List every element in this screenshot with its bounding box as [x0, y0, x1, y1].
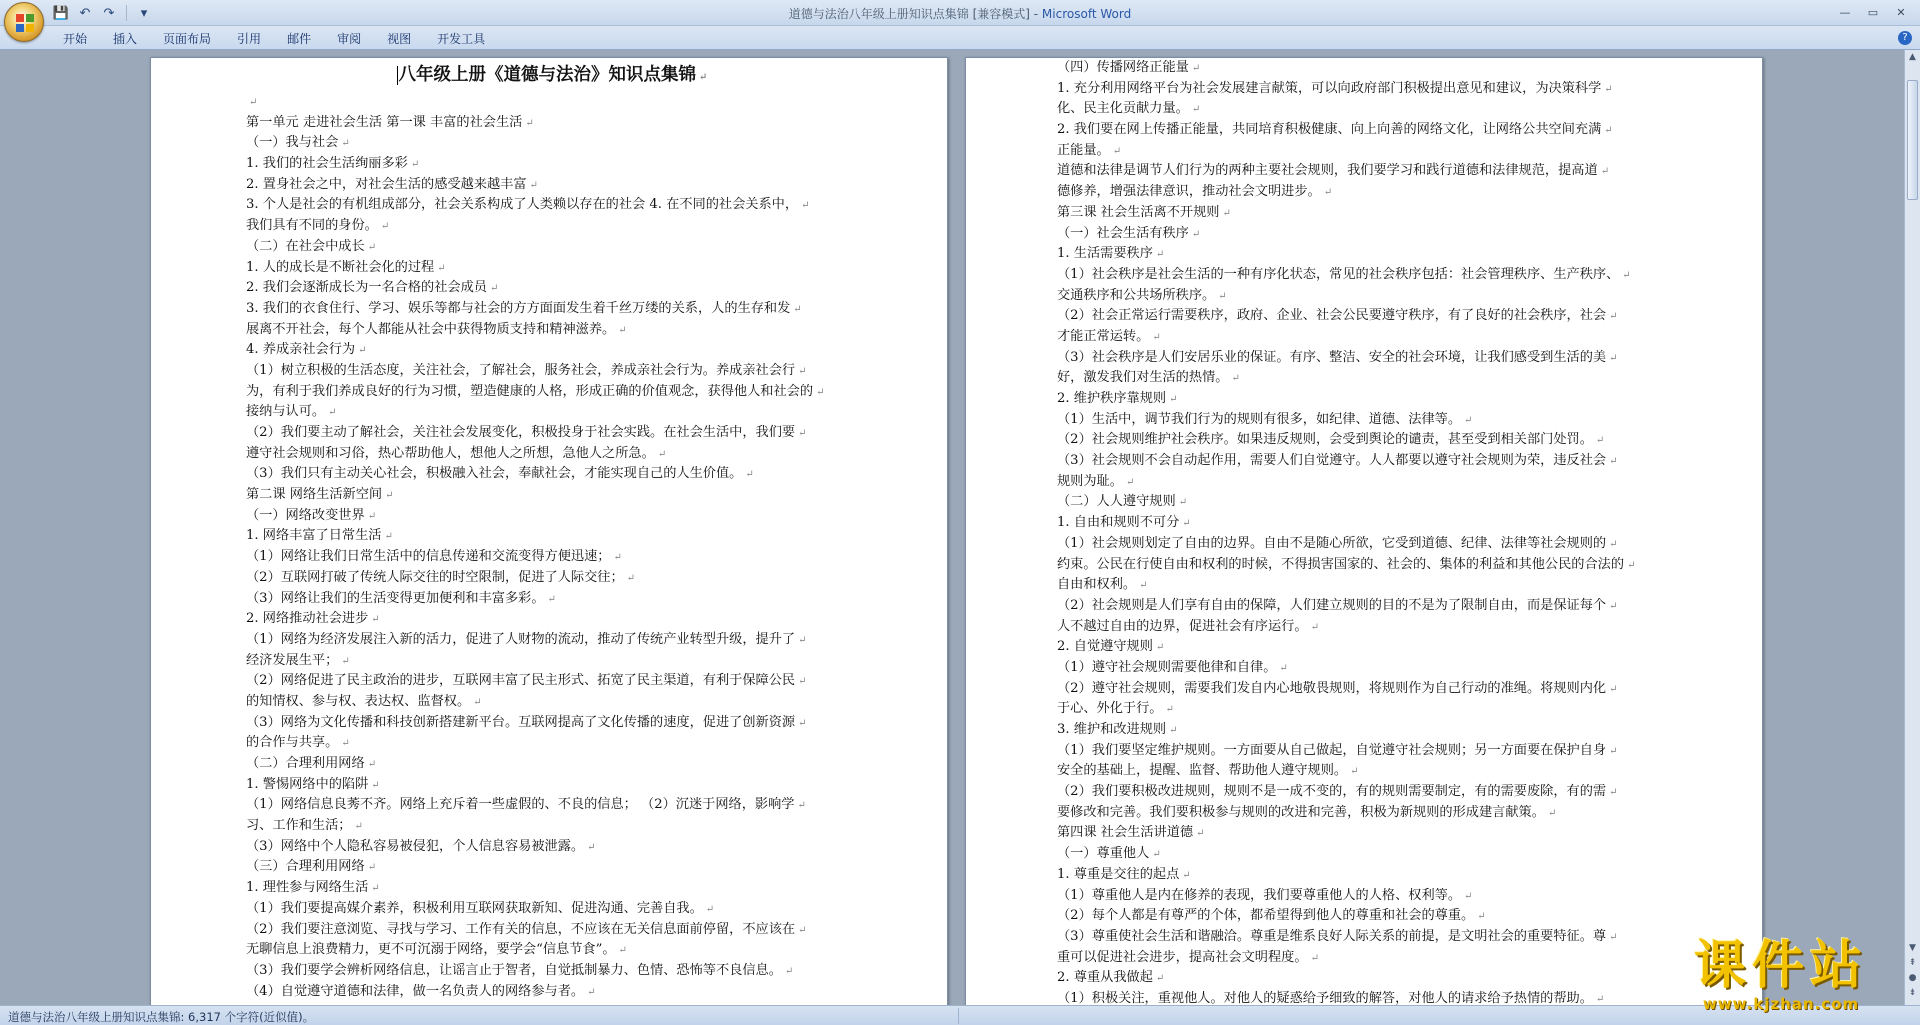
paragraph-mark-icon: ↵: [1279, 662, 1288, 674]
watermark: [1666, 937, 1896, 1013]
text-line: 道德和法律是调节人们行为的两种主要社会规则，我们要学习和践行道德和法律规范，提高道 ↵: [1057, 163, 1610, 179]
paragraph-mark-icon: ↵: [798, 365, 807, 377]
text-line: 的合作与共享。 ↵: [246, 735, 350, 751]
text-line: （1）生活中，调节我们行为的规则有很多，如纪律、道德、法律等。 ↵: [1057, 411, 1473, 427]
paragraph-mark-icon: ↵: [384, 531, 393, 543]
office-button[interactable]: [4, 2, 44, 42]
text-line: （3）我们要学会辨析网络信息，让谣言止于智者，自觉抵制暴力、色情、恐怖等不良信息。 ↵: [246, 962, 794, 978]
paragraph-mark-icon: ↵: [1595, 435, 1605, 447]
paragraph-mark-icon: ↵: [801, 200, 810, 212]
watermark-url: www.kjzhan.com: [1702, 995, 1860, 1013]
text-line: （1）社会规则划定了自由的边界。自由不是随心所欲，它受到道德、纪律、法律等社会规则的 ↵: [1057, 535, 1618, 551]
page-right-content: [1057, 58, 1669, 1005]
paragraph-mark-icon: ↵: [367, 862, 377, 874]
paragraph-mark-icon: ↵: [473, 696, 482, 708]
status-separator: [958, 1008, 959, 1024]
text-line: （4）自觉遵守道德和法律，做一名负责人的网络参与者。 ↵: [246, 983, 596, 999]
text-line: （1）我们要坚定维护规则。一方面要从自己做起，自觉遵守社会规则；另一方面要在保护自身 ↵: [1057, 742, 1618, 758]
text-line: 于心、外化于行。 ↵: [1057, 701, 1174, 717]
text-line: 3. 我们的衣食住行、学习、娱乐等都与社会的方方面面发生着千丝万缕的关系，人的生存和发 ↵: [246, 300, 802, 316]
help-icon[interactable]: ?: [1898, 31, 1912, 45]
document-page-left[interactable]: [150, 57, 948, 1005]
paragraph-mark-icon: ↵: [1464, 890, 1473, 902]
paragraph-mark-icon: ↵: [798, 924, 807, 936]
paragraph-mark-icon: ↵: [1609, 931, 1618, 943]
next-page-icon[interactable]: ⇟: [1908, 988, 1917, 998]
paragraph-mark-icon: ↵: [705, 903, 715, 915]
paragraph-mark-icon: ↵: [587, 841, 596, 853]
paragraph-mark-icon: ↵: [618, 324, 627, 336]
document-area: [0, 50, 1920, 1005]
text-line: 2. 网络推动社会进步 ↵: [246, 611, 380, 627]
text-line: （2）我们要注意浏览、寻找与学习、工作有关的信息，不应该在无关信息面前停留，不应该在 ↵: [246, 921, 807, 937]
tab-review[interactable]: 审阅: [337, 32, 362, 46]
paragraph-mark-icon: ↵: [354, 821, 363, 833]
paragraph-mark-icon: ↵: [437, 262, 446, 274]
page-left-content: [246, 58, 858, 1002]
window-title: [0, 5, 1920, 22]
paragraph-mark-icon: ↵: [1139, 580, 1148, 592]
paragraph-mark-icon: ↵: [1218, 290, 1227, 302]
scroll-down-icon[interactable]: ▼: [1909, 943, 1916, 953]
text-cursor: [397, 66, 398, 85]
paragraph-mark-icon: ↵: [1609, 456, 1618, 468]
paragraph-mark-icon: ↵: [1627, 559, 1636, 571]
paragraph-mark-icon: ↵: [1310, 952, 1319, 964]
text-line: （3）网络中个人隐私容易被侵犯，个人信息容易被泄露。 ↵: [246, 838, 596, 854]
tab-references[interactable]: 引用: [237, 32, 262, 46]
paragraph-mark-icon: ↵: [529, 179, 538, 191]
tab-home[interactable]: 开始: [63, 32, 88, 46]
paragraph-mark-icon: ↵: [1191, 104, 1201, 116]
text-line: （1）积极关注，重视他人。对他人的疑惑给予细致的解答，对他人的请求给予热情的帮助。 ↵: [1057, 990, 1605, 1005]
window-controls: [1832, 3, 1914, 21]
text-line: 交通秩序和公共场所秩序。 ↵: [1057, 287, 1227, 303]
text-line: 第二课 网络生活新空间 ↵: [246, 487, 394, 503]
paragraph-mark-icon: ↵: [745, 469, 754, 481]
paragraph-mark-icon: ↵: [1165, 704, 1174, 716]
paragraph-mark-icon: ↵: [341, 738, 350, 750]
document-page-right[interactable]: [965, 57, 1763, 1005]
paragraph-mark-icon: ↵: [525, 117, 534, 129]
paragraph-mark-icon: ↵: [341, 138, 350, 150]
paragraph-mark-icon: ↵: [367, 241, 377, 253]
text-line: 1. 生活需要秩序 ↵: [1057, 246, 1165, 262]
text-line: 4. 养成亲社会行为 ↵: [246, 342, 367, 358]
text-line: 我们具有不同的身份。 ↵: [246, 218, 390, 234]
tab-developer[interactable]: 开发工具: [437, 32, 486, 46]
text-line: （1）树立积极的生活态度，关注社会，了解社会，服务社会，养成亲社会行为。养成亲社会行 ↵: [246, 362, 807, 378]
app-name: Microsoft Word: [1041, 7, 1132, 21]
text-line: 2. 置身社会之中，对社会生活的感受越来越丰富 ↵: [246, 176, 538, 192]
text-line: （2）每个人都是有尊严的个体，都希望得到他人的尊重和社会的尊重。 ↵: [1057, 908, 1486, 924]
text-line: （1）我们要提高媒介素养，积极利用互联网获取新知、促进沟通、完善自我。 ↵: [246, 900, 715, 916]
paragraph-mark-icon: ↵: [371, 883, 380, 895]
paragraph-mark-icon: ↵: [1604, 125, 1613, 137]
paragraph-mark-icon: ↵: [358, 345, 367, 357]
paragraph-mark-icon: ↵: [371, 779, 380, 791]
prev-page-icon[interactable]: ⇞: [1908, 958, 1917, 968]
status-bar: [0, 1005, 1920, 1025]
scroll-thumb[interactable]: [1907, 80, 1918, 200]
tab-mailings[interactable]: 邮件: [287, 32, 312, 46]
paragraph-mark-icon: ↵: [1191, 63, 1201, 74]
text-line: 正能量。 ↵: [1057, 142, 1122, 158]
paragraph-mark-icon: ↵: [1622, 269, 1631, 281]
paragraph-mark-icon: ↵: [798, 717, 807, 729]
text-line: （二）人人遵守规则 ↵: [1057, 494, 1188, 510]
paragraph-mark-icon: ↵: [489, 283, 499, 295]
text-line: 2. 尊重从我做起 ↵: [1057, 970, 1165, 986]
paragraph-mark-icon: ↵: [1125, 476, 1135, 488]
text-line: （二）在社会中成长 ↵: [246, 238, 377, 254]
text-line: （一）社会生活有秩序 ↵: [1057, 225, 1201, 241]
text-line: 安全的基础上，提醒、监督、帮助他人遵守规则。 ↵: [1057, 763, 1359, 779]
tab-view[interactable]: 视图: [387, 32, 412, 46]
text-line: 德修养，增强法律意识，推动社会文明进步。 ↵: [1057, 184, 1333, 200]
text-line: （2）社会规则是人们享有自由的保障，人们建立规则的目的不是为了限制自由，而是保证每个 ↵: [1057, 597, 1618, 613]
paragraph-mark-icon: ↵: [1191, 228, 1201, 240]
text-line: 好，激发我们对生活的热情。 ↵: [1057, 370, 1240, 386]
paragraph-mark-icon: ↵: [618, 945, 627, 957]
paragraph-mark-icon: ↵: [1196, 828, 1205, 840]
text-line: 自由和权利。 ↵: [1057, 577, 1148, 593]
text-line: （1）网络让我们日常生活中的信息传递和交流变得方便迅速； ↵: [246, 549, 622, 565]
paragraph-mark-icon: ↵: [1609, 311, 1618, 323]
text-line: 才能正常运转。 ↵: [1057, 328, 1161, 344]
text-line: 第一单元 走进社会生活 第一课 丰富的社会生活 ↵: [246, 114, 534, 130]
paragraph-mark-icon: ↵: [657, 448, 667, 460]
text-line: 2. 自觉遵守规则 ↵: [1057, 639, 1165, 655]
paragraph-mark-icon: ↵: [1112, 145, 1122, 157]
text-line: 1. 人的成长是不断社会化的过程 ↵: [246, 259, 446, 275]
watermark-logo: 课件站: [1693, 936, 1868, 996]
text-line: 2. 我们要在网上传播正能量，共同培育积极健康、向上向善的网络文化，让网络公共空间充满 ↵: [1057, 122, 1613, 138]
text-line: 1. 尊重是交往的起点 ↵: [1057, 866, 1191, 882]
text-line: 1. 网络丰富了日常生活 ↵: [246, 528, 393, 544]
text-line: （3）网络为文化传播和科技创新搭建新平台。互联网提高了文化传播的速度，促进了创新资源 ↵: [246, 714, 807, 730]
text-line: 1. 充分利用网络平台为社会发展建言献策，可以向政府部门积极提出意见和建议，为决策科学 ↵: [1057, 80, 1613, 96]
save-icon[interactable]: 💾: [52, 5, 70, 21]
text-line: （三）合理利用网络 ↵: [246, 859, 377, 875]
paragraph-mark-icon: ↵: [1169, 725, 1178, 736]
text-line: （1）尊重他人是内在修养的表现，我们要尊重他人的人格、权利等。 ↵: [1057, 887, 1473, 903]
paragraph-mark-icon: ↵: [798, 634, 807, 646]
paragraph-mark-icon: ↵: [816, 386, 825, 398]
paragraph-mark-icon: ↵: [1182, 518, 1191, 530]
text-line: 为，有利于我们养成良好的行为习惯，塑造健康的人格，形成正确的价值观念，获得他人和社会的 ↵: [246, 383, 825, 399]
text-line: 1. 理性参与网络生活 ↵: [246, 880, 380, 896]
text-line: 无聊信息上浪费精力，更不可沉溺于网络，要学会“信息节食”。 ↵: [246, 942, 627, 958]
paragraph-mark-icon: ↵: [1604, 83, 1613, 95]
close-icon[interactable]: ✕: [1896, 5, 1906, 19]
text-line: （2）社会规则维护社会秩序。如果违反规则，会受到舆论的谴责，甚至受到相关部门处罚。 ↵: [1057, 432, 1605, 448]
paragraph-mark-icon: ↵: [784, 965, 794, 977]
paragraph-mark-icon: ↵: [1222, 207, 1231, 219]
paragraph-mark-icon: ↵: [1323, 187, 1333, 199]
text-line: 要修改和完善。我们要积极参与规则的改进和完善，积极为新规则的形成建言献策。 ↵: [1057, 804, 1557, 820]
text-line: （一）网络改变世界 ↵: [246, 507, 377, 523]
text-line: （3）社会规则不会自动起作用，需要人们自觉遵守。人人都要以遵守社会规则为荣，违反社会 ↵: [1057, 453, 1618, 469]
paragraph-mark-icon: ↵: [797, 800, 806, 812]
tab-page-layout[interactable]: 页面布局: [163, 32, 212, 46]
paragraph-mark-icon: ↵: [587, 986, 596, 998]
text-line: 展离不开社会，每个人都能从社会中获得物质支持和精神滋养。 ↵: [246, 321, 627, 337]
ribbon-tabs: [50, 30, 498, 48]
text-line: 接纳与认可。 ↵: [246, 404, 337, 420]
text-line: 规则为耻。 ↵: [1057, 473, 1135, 489]
paragraph-mark-icon: ↵: [613, 552, 622, 564]
text-line: （二）合理利用网络 ↵: [246, 756, 377, 771]
paragraph-mark-icon: ↵: [626, 572, 636, 584]
right-page-lines: [1057, 58, 1669, 1005]
minimize-icon[interactable]: —: [1839, 5, 1851, 19]
text-line: （一）尊重他人 ↵: [1057, 846, 1161, 862]
status-text[interactable]: 道德与法治八年级上册知识点集锦: 6,317 个字符(近似值)。: [8, 1010, 315, 1024]
paragraph-mark-icon: ↵: [1609, 352, 1618, 364]
text-line: （2）遵守社会规则，需要我们发自内心地敬畏规则，将规则作为自己行动的准绳。将规则内化 ↵: [1057, 680, 1618, 696]
paragraph-mark-icon: ↵: [1595, 993, 1605, 1005]
text-line: 重可以促进社会进步，提高社会文明程度。 ↵: [1057, 949, 1319, 965]
paragraph-mark-icon: ↵: [1152, 331, 1161, 343]
text-line: 人不越过自由的边界，促进社会有序运行。 ↵: [1057, 618, 1319, 634]
text-line: 2. 维护秩序靠规则 ↵: [1057, 391, 1178, 406]
select-browse-icon[interactable]: ●: [1908, 973, 1917, 983]
text-line: 第四课 社会生活讲道德 ↵: [1057, 825, 1205, 841]
text-line: 1. 自由和规则不可分 ↵: [1057, 515, 1191, 531]
paragraph-mark-icon: ↵: [1231, 373, 1240, 385]
paragraph-mark-icon: ↵: [1169, 394, 1178, 405]
paragraph-mark-icon: ↵: [798, 676, 807, 688]
paragraph-mark-icon: ↵: [1609, 600, 1618, 612]
paragraph-mark-icon: ↵: [547, 593, 556, 605]
paragraph-mark-icon: ↵: [341, 655, 350, 667]
text-line: 3. 维护和改进规则 ↵: [1057, 722, 1178, 737]
paragraph-mark-icon: ↵: [367, 510, 377, 522]
text-line: （四）传播网络正能量 ↵: [1057, 60, 1201, 75]
paragraph-mark-icon: ↵: [1609, 745, 1618, 757]
paragraph-mark-icon: ↵: [1477, 911, 1486, 923]
text-line: （一）我与社会 ↵: [246, 135, 350, 151]
paragraph-mark-icon: ↵: [1600, 166, 1610, 178]
scroll-up-icon[interactable]: ▲: [1909, 52, 1916, 62]
paragraph-mark-icon: ↵: [1350, 766, 1359, 778]
text-line: （2）我们要主动了解社会，关注社会发展变化，积极投身于社会实践。在社会生活中，我们要 ↵: [246, 425, 807, 440]
paragraph-mark-icon: ↵: [1152, 849, 1161, 861]
text-line: （1）遵守社会规则需要他律和自律。 ↵: [1057, 659, 1288, 675]
text-line: 遵守社会规则和习俗，热心帮助他人，想他人之所想，急他人之所急。 ↵: [246, 445, 667, 461]
title-bar: [0, 0, 1920, 26]
text-line: [246, 92, 858, 113]
text-line: 1. 我们的社会生活绚丽多彩 ↵: [246, 156, 420, 172]
text-line: 3. 个人是社会的有机组成部分，社会关系构成了人类赖以存在的社会 4. 在不同的社会关系中， ↵: [246, 197, 810, 213]
text-line: （2）我们要积极改进规则，规则不是一成不变的，有的规则需要制定，有的需要废除，有的需 ↵: [1057, 784, 1618, 800]
paragraph-mark-icon: ↵: [1182, 869, 1191, 881]
paragraph-mark-icon: ↵: [1609, 538, 1618, 550]
text-line: （2）互联网打破了传统人际交往的时空限制，促进了人际交往； ↵: [246, 569, 636, 585]
text-line: 习、工作和生活； ↵: [246, 818, 363, 834]
text-line: 第三课 社会生活离不开规则 ↵: [1057, 204, 1231, 220]
document-heading: 八年级上册《道德与法治》知识点集锦 ↵: [398, 65, 708, 85]
paragraph-mark-icon: ↵: [380, 221, 390, 233]
text-line: （1）网络为经济发展注入新的活力，促进了人财物的流动，推动了传统产业转型升级，提升了 ↵: [246, 631, 807, 647]
paragraph-mark-icon: ↵: [371, 614, 380, 626]
tab-insert[interactable]: 插入: [113, 32, 138, 46]
text-line: 2. 我们会逐渐成长为一名合格的社会成员 ↵: [246, 280, 499, 296]
paragraph-mark-icon: ↵: [1178, 497, 1188, 509]
paragraph-mark-icon: ↵: [385, 490, 394, 502]
text-line: 化、民主化贡献力量。 ↵: [1057, 101, 1201, 117]
text-line: （2）网络促进了民主政治的进步，互联网丰富了民主形式、拓宽了民主渠道，有利于保障公民 ↵: [246, 673, 807, 689]
customize-qat-icon[interactable]: ▾: [140, 5, 148, 21]
paragraph-mark-icon: ↵: [1310, 621, 1319, 633]
text-line: （3）尊重使社会生活和谐融洽。尊重是维系良好人际关系的前提，是文明社会的重要特征。尊 ↵: [1057, 928, 1618, 944]
text-line: （3）网络让我们的生活变得更加便利和丰富多彩。 ↵: [246, 590, 556, 606]
text-line: 的知情权、参与权、表达权、监督权。 ↵: [246, 693, 482, 709]
paragraph-mark-icon: ↵: [1155, 973, 1165, 985]
maximize-icon[interactable]: ▭: [1867, 5, 1879, 19]
text-line: （3）社会秩序是人们安居乐业的保证。有序、整洁、安全的社会环境，让我们感受到生活的美 ↵: [1057, 349, 1618, 365]
text-line: （1）社会秩序是社会生活的一种有序化状态，常见的社会秩序包括：社会管理秩序、生产秩序、 ↵: [1057, 266, 1631, 282]
text-line: 约束。公民在行使自由和权利的时候，不得损害国家的、社会的、集体的利益和其他公民的合法的 ↵: [1057, 556, 1636, 572]
office-logo-icon: [16, 14, 34, 32]
paragraph-mark-icon: ↵: [1547, 807, 1557, 819]
paragraph-mark-icon: ↵: [1155, 249, 1165, 261]
vertical-scrollbar[interactable]: [1904, 50, 1920, 1005]
paragraph-mark-icon: ↵: [328, 407, 337, 419]
undo-icon[interactable]: ↶: [79, 5, 91, 21]
text-line: 1. 警惕网络中的陷阱 ↵: [246, 776, 380, 792]
paragraph-mark-icon: ↵: [367, 759, 377, 770]
text-line: （3）我们只有主动关心社会，积极融入社会，奉献社会，才能实现自己的人生价值。 ↵: [246, 466, 754, 482]
text-line: 经济发展生平； ↵: [246, 652, 350, 668]
text-line: （2）社会正常运行需要秩序，政府、企业、社会公民要遵守秩序，有了良好的社会秩序，社会 ↵: [1057, 308, 1618, 324]
document-title: 道德与法治八年级上册知识点集锦 [兼容模式] -: [788, 7, 1042, 21]
ribbon-tab-bar: [0, 26, 1920, 50]
paragraph-mark-icon: ↵: [793, 303, 802, 315]
paragraph-mark-icon: ↵: [1609, 683, 1618, 695]
paragraph-mark-icon: ↵: [798, 428, 807, 439]
paragraph-mark-icon: ↵: [249, 97, 258, 108]
paragraph-mark-icon: ↵: [1464, 414, 1473, 426]
paragraph-mark-icon: ↵: [1155, 642, 1165, 654]
scroll-bottom-buttons: [1905, 941, 1920, 1001]
left-page-lines: [246, 92, 858, 1002]
redo-icon[interactable]: ↷: [103, 5, 115, 21]
paragraph-mark-icon: ↵: [410, 159, 420, 171]
text-line: （1）网络信息良莠不齐。网络上充斥着一些虚假的、不良的信息； （2）沉迷于网络，影响学 ↵: [246, 797, 806, 813]
paragraph-mark-icon: ↵: [1609, 787, 1618, 799]
